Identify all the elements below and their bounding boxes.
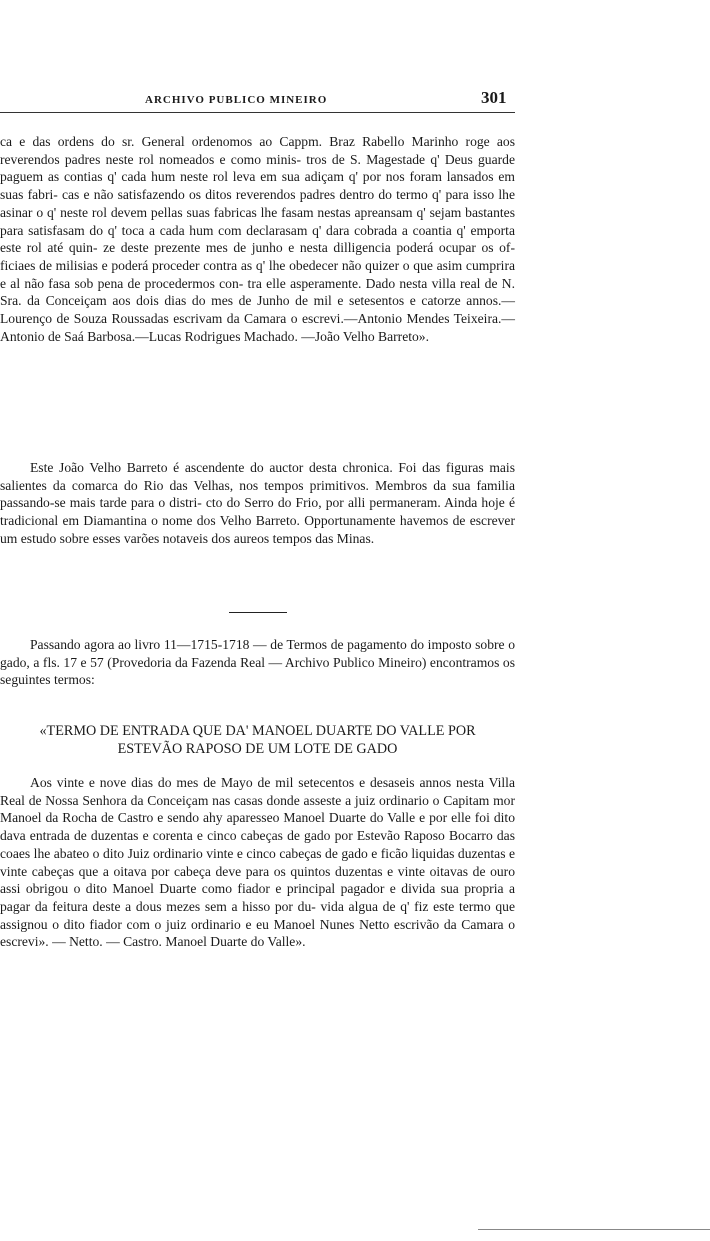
- section-title: [0, 722, 515, 758]
- page-header: [0, 88, 515, 114]
- section-separator: [229, 612, 287, 613]
- running-head: ARCHIVO PUBLICO MINEIRO: [145, 94, 328, 106]
- header-rule: [0, 112, 515, 113]
- title-line-1: «TERMO DE ENTRADA QUE DA' MANOEL DUARTE DO VALLE POR: [39, 723, 476, 739]
- footer-rule: [478, 1229, 710, 1230]
- page-number: 301: [481, 88, 507, 107]
- paragraph-1: ca e das ordens do sr. General ordenomos ao Cappm. Braz Rabello Marinho roge aos reverendos padres neste rol nomeados e como minis- tros de S. Magestade q' Deus guarde paguem as contias q' cada hum neste rol leva em sua adiçam q' por nos foram lansados em suas fabri- cas e não satisfazendo os ditos reverendos padres dentro do termo q' para isso lhe asinar o q' neste rol devem pellas suas fabricas lhe fasam nestas apreansam q' sejam bastantes para satisfasam do q' toca a cada hum com declarasam q' dara cobrada a coantia q' emporta este rol até quin- ze deste prezente mes de junho e nesta dilligencia poderá ocupar os of- ficiaes de milisias e poderá proceder contra as q' lhe obedecer não quizer o que asim cumprira e al não fasa sob pena de procedermos con- tra elle asperamente. Dado nesta villa real de N. Sra. da Conceiçam aos dois dias do mes de Junho de mil e setesentos e catorze annos.— Lourenço de Souza Roussadas escrivam da Camara o escrevi.—Antonio Mendes Teixeira.—Antonio de Saá Barbosa.—Lucas Rodrigues Machado. —João Velho Barreto».: [0, 134, 515, 344]
- paragraph-4: Aos vinte e nove dias do mes de Mayo de mil setecentos e desaseis annos nesta Villa Real de Nossa Senhora da Conceiçam nas casas donde asseste a juiz ordinario o Capitam mor Manoel da Rocha de Castro e sendo ahy aparesseo Manoel Duarte do Valle e por elle foi dito dava entrada de duzentas e corenta e cinco cabeças de gado por Estevão Raposo Bocarro das coaes lhe abateo o dito Juiz ordinario vinte e cinco cabeças de gado e ficão liquidas duzentas e vinte cabeças que a oitava por cabeça deve para os quintos duzentas e vinte oitavas de ouro assi obrigou o dito Manoel Duarte como fiador e principal pagador e divida sua propria a pagar da feitura deste a dous mezes sem a hisso por du- vida algua de q' fiz este termo que assignou o dito fiador com o juiz ordinario e eu Manoel Nunes Netto escrivão da Camara o escrevi». — Netto. — Castro. Manoel Duarte do Valle».: [0, 775, 515, 950]
- title-line-2: ESTEVÃO RAPOSO DE UM LOTE DE GADO: [117, 741, 398, 757]
- paragraph-3: Passando agora ao livro 11—1715-1718 — de Termos de pagamento do imposto sobre o gado, a fls. 17 e 57 (Provedoria da Fazenda Real — Archivo Publico Mineiro) encontramos os seguintes termos:: [0, 637, 515, 688]
- paragraph-2: Este João Velho Barreto é ascendente do auctor desta chronica. Foi das figuras mais salientes da comarca do Rio das Velhas, nos tempos primitivos. Membros da sua familia passando-se mais tarde para o distri- cto do Serro do Frio, por alli permaneram. Ainda hoje é tradicional em Diamantina o nome dos Velho Barreto. Opportunamente havemos de escrever um estudo sobre esses varões notaveis dos aureos tempos das Minas.: [0, 460, 515, 546]
